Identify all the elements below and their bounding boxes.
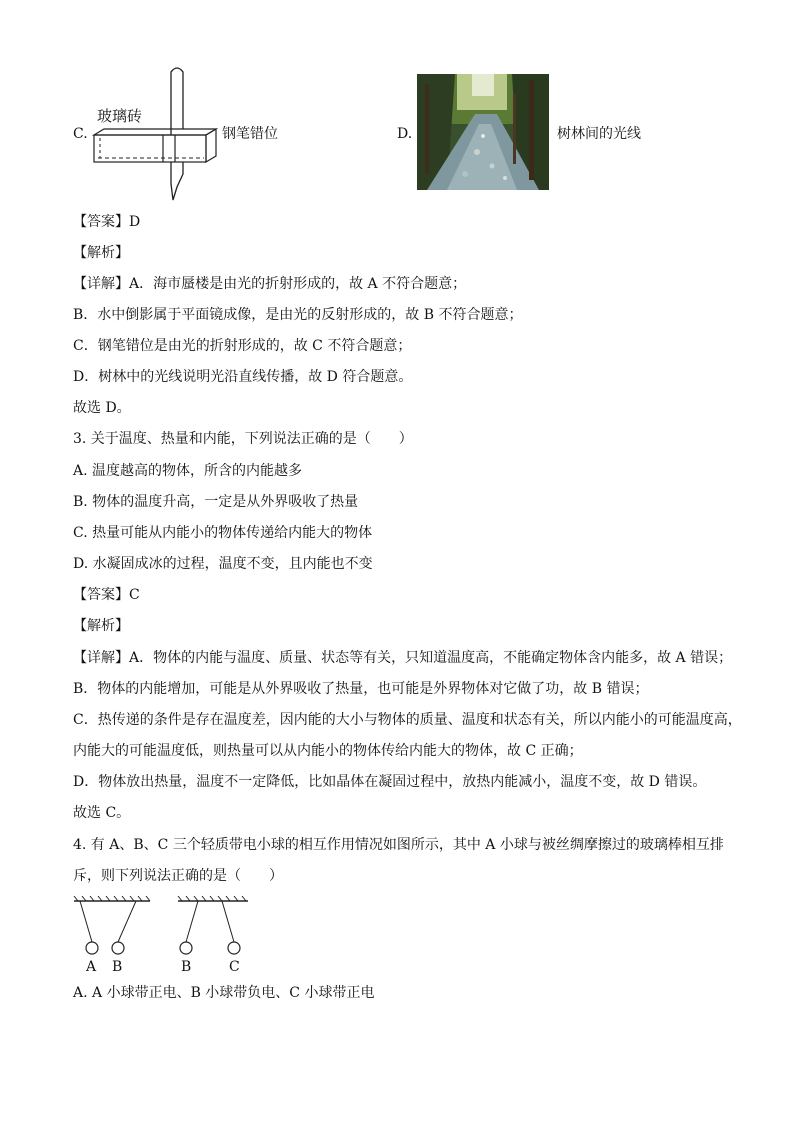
q2-conclusion: 故选 D。: [73, 400, 131, 416]
q2-detail-line-3: C．钢笔错位是由光的折射形成的，故 C 不符合题意；: [73, 338, 412, 354]
ball-label-b-right: B: [181, 959, 192, 975]
q3-analysis-heading: 【解析】: [73, 618, 129, 634]
q3-option-a: A. 温度越高的物体，所含的内能越多: [73, 463, 303, 479]
q3-detail-line-1: 【详解】A．物体的内能与温度、质量、状态等有关，只知道温度高，不能确定物体含内能多，故 A 错误；: [73, 650, 733, 666]
q4-stem-line-2: 斥，则下列说法正确的是（ ）: [73, 868, 283, 884]
ball-label-a: A: [86, 959, 97, 975]
q3-option-b: B. 物体的温度升高，一定是从外界吸收了热量: [73, 494, 359, 510]
glass-brick-pen-figure: [88, 62, 224, 204]
q3-detail-line-4: 内能大的可能温度低，则热量可以从内能小的物体传给内能大的物体，故 C 正确；: [73, 743, 583, 759]
ball-label-b-left: B: [112, 959, 123, 975]
q2-detail-line-2: B．水中倒影属于平面镜成像，是由光的反射形成的，故 B 不符合题意；: [73, 307, 523, 323]
option-d-caption: 树林间的光线: [557, 126, 641, 142]
q2-analysis-heading: 【解析】: [73, 245, 129, 261]
q3-detail-line-3: C．热传递的条件是存在温度差，因内能的大小与物体的质量、温度和状态有关，所以内能小的可能温度高，: [73, 712, 742, 728]
forest-light-photo: [417, 74, 549, 190]
q3-option-d: D. 水凝固成冰的过程，温度不变，且内能也不变: [73, 556, 373, 572]
q2-answer: 【答案】D: [73, 214, 141, 230]
option-c-letter: C.: [73, 126, 88, 142]
q3-detail-line-5: D．物体放出热量，温度不一定降低，比如晶体在凝固过程中，放热内能减小，温度不变，故 D 错误。: [73, 774, 707, 790]
ball-label-c: C: [229, 959, 240, 975]
option-d-letter: D.: [397, 126, 413, 142]
q3-stem: 3. 关于温度、热量和内能，下列说法正确的是（ ）: [73, 431, 413, 447]
q3-detail-line-2: B．物体的内能增加，可能是从外界吸收了热量，也可能是外界物体对它做了功，故 B 错误；: [73, 681, 649, 697]
option-c-caption: 钢笔错位: [222, 126, 278, 142]
q2-detail-line-1: 【详解】A．海市蜃楼是由光的折射形成的，故 A 不符合题意；: [73, 276, 467, 292]
q4-stem-line-1: 4. 有 A、B、C 三个轻质带电小球的相互作用情况如图所示，其中 A 小球与被丝绸摩擦过的玻璃棒相互排: [73, 837, 724, 853]
glass-brick-label: 玻璃砖: [97, 107, 143, 125]
q3-conclusion: 故选 C。: [73, 805, 131, 821]
q3-option-c: C. 热量可能从内能小的物体传递给内能大的物体: [73, 525, 373, 541]
q3-answer: 【答案】C: [73, 587, 140, 603]
q2-detail-line-4: D．树林中的光线说明光沿直线传播，故 D 符合题意。: [73, 369, 413, 385]
q4-option-a: A. A 小球带正电、B 小球带负电、C 小球带正电: [73, 985, 375, 1001]
